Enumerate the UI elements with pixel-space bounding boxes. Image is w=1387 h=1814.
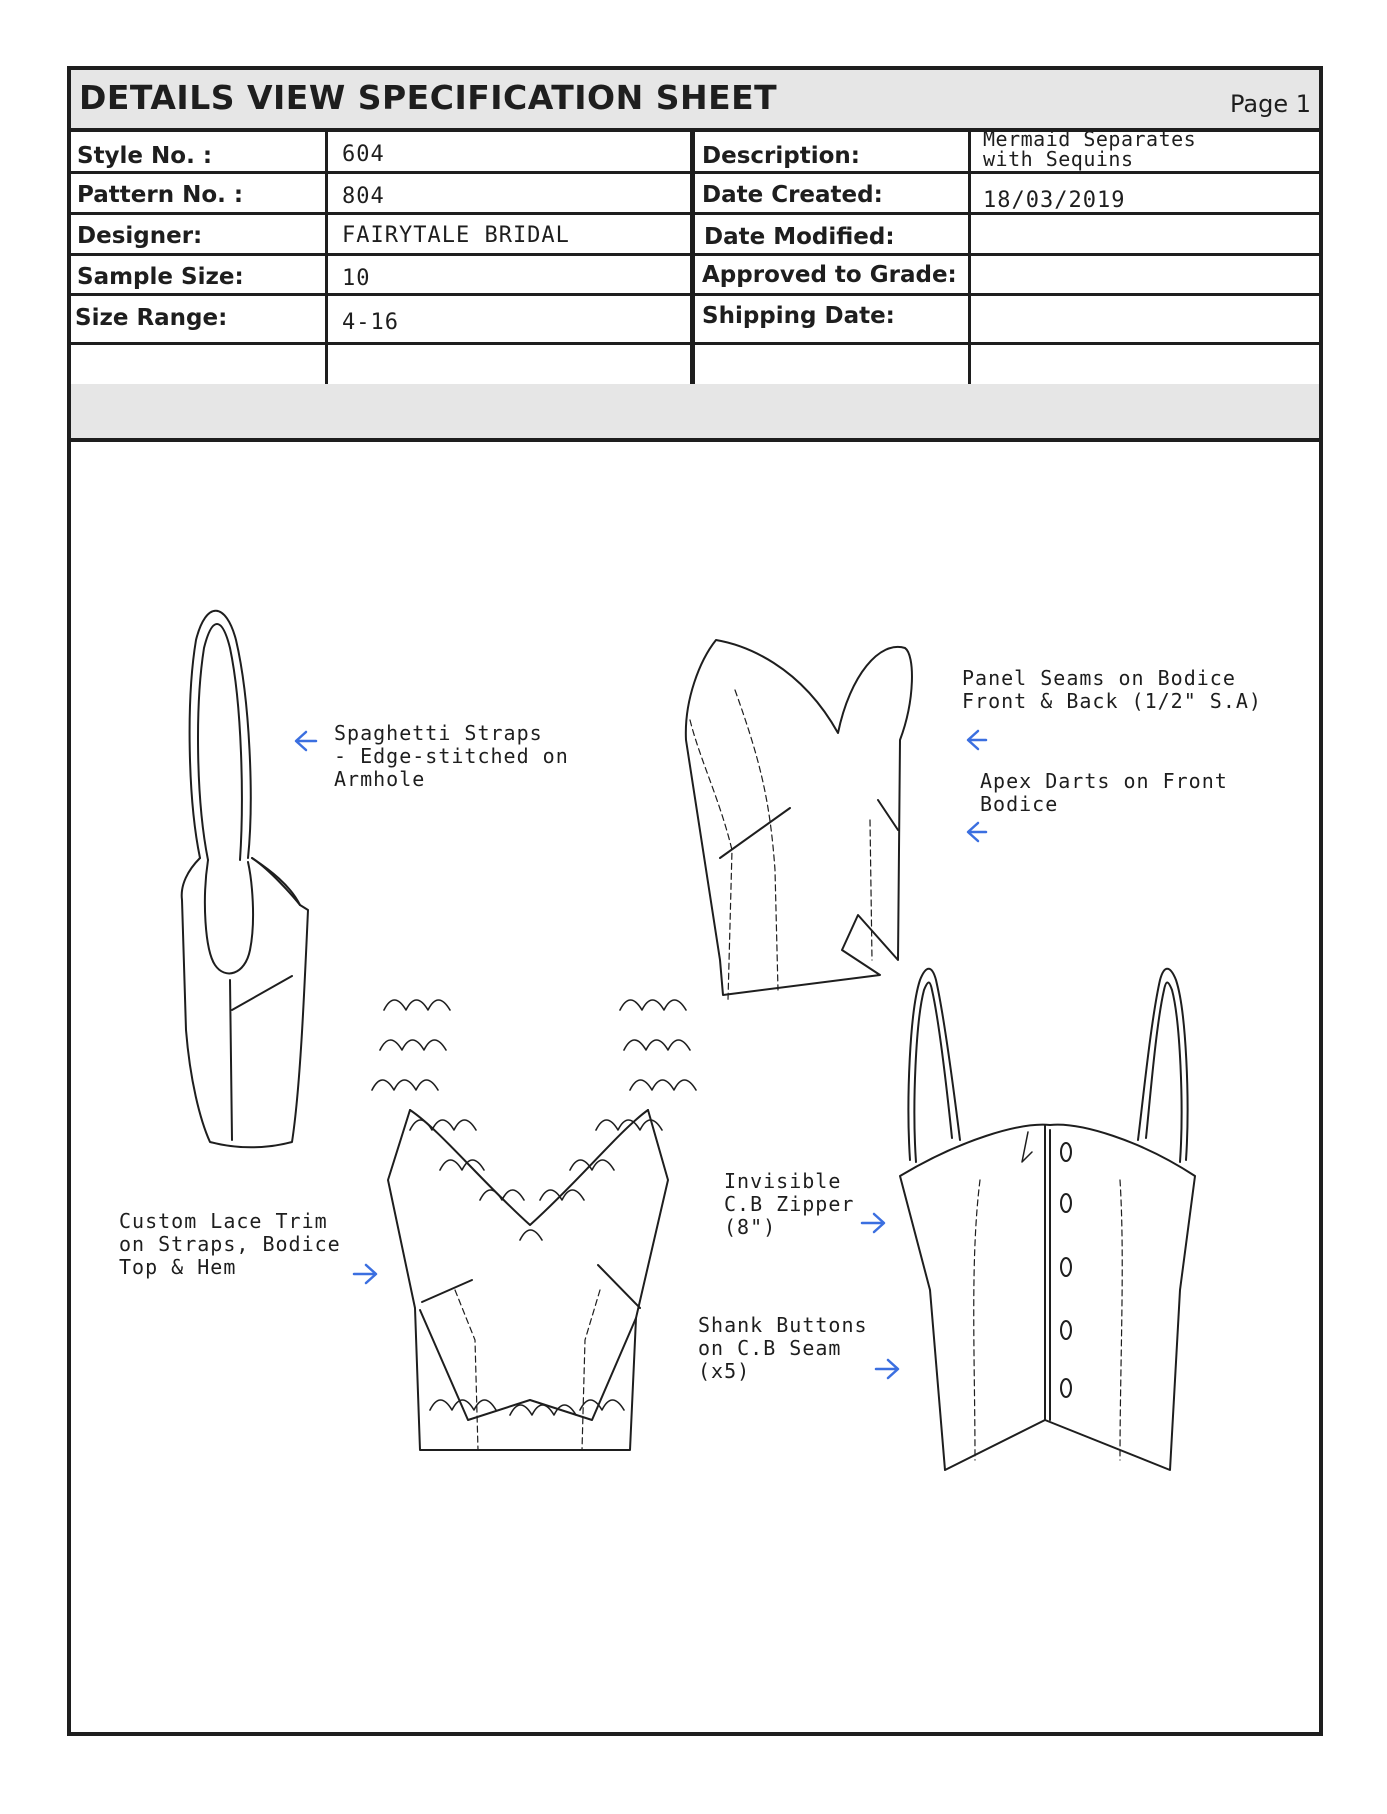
style-no-value: 604 [342,142,385,167]
arrow-right-icon [354,1265,376,1283]
back-view-sketch [900,969,1195,1470]
arrow-right-icon [862,1214,884,1232]
callout-zipper: Invisible C.B Zipper (8") [724,1169,855,1239]
designer-value: FAIRYTALE BRIDAL [342,223,570,248]
sample-size-value: 10 [342,266,371,291]
side-view-sketch [182,611,308,1148]
date-modified-label: Date Modified: [704,224,895,250]
pattern-no-value: 804 [342,184,385,209]
date-created-label: Date Created: [702,182,883,208]
arrow-right-icon [876,1360,898,1378]
approved-label: Approved to Grade: [702,262,957,288]
arrow-left-icon [296,732,316,750]
description-value-line1: Mermaid Separates [983,127,1197,151]
callout-panel-seams: Panel Seams on Bodice Front & Back (1/2" S.A) [962,666,1262,713]
designer-label: Designer: [77,223,203,249]
arrow-left-icon [968,823,986,841]
callout-straps: Spaghetti Straps - Edge-stitched on Armhole [334,721,569,791]
shipping-label: Shipping Date: [702,303,895,329]
description-value-line2: with Sequins [983,147,1134,171]
front-view-sketch [372,1000,696,1450]
style-no-label: Style No. : [77,143,213,169]
sheet-title: DETAILS VIEW SPECIFICATION SHEET [79,78,778,117]
callout-lace-trim: Custom Lace Trim on Straps, Bodice Top & Hem [119,1209,341,1279]
callout-buttons: Shank Buttons on C.B Seam (x5) [698,1313,868,1383]
date-created-value: 18/03/2019 [983,188,1126,213]
page-number: Page 1 [1230,90,1311,118]
bustier-sketch [686,640,912,1000]
sample-size-label: Sample Size: [77,264,244,290]
description-label: Description: [702,143,860,169]
size-range-value: 4-16 [342,310,399,335]
pattern-no-label: Pattern No. : [77,182,244,208]
arrow-left-icon [968,731,986,749]
size-range-label: Size Range: [75,305,228,331]
callout-apex-darts: Apex Darts on Front Bodice [980,769,1228,816]
